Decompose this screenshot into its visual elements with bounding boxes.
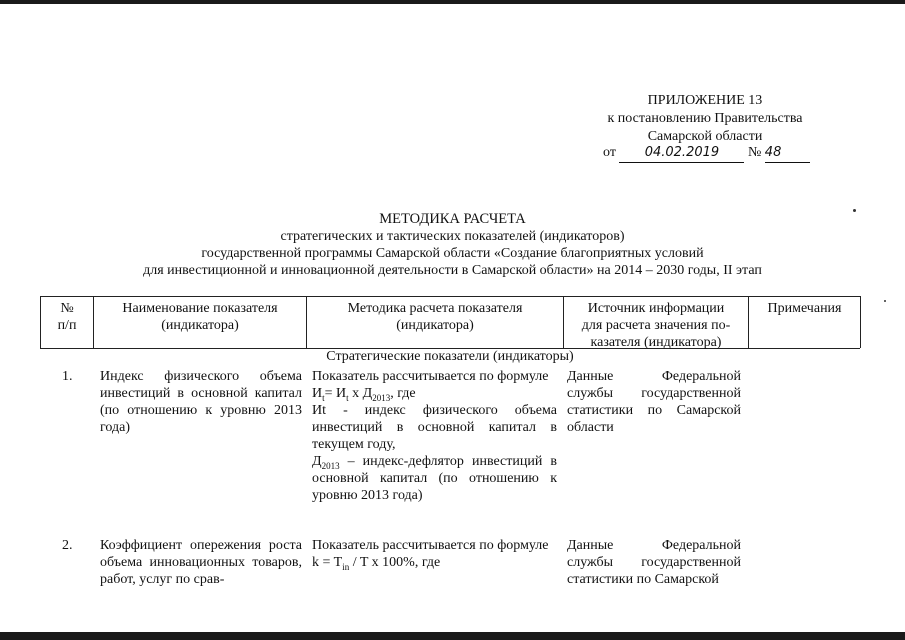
method-intro: Показатель рассчитывается по формуле (312, 369, 549, 384)
title-line-3: государственной программы Самарской области «Создание благоприятных условий (201, 246, 704, 261)
method-definition: Иt - индекс физического объема инвестиций в основной капитал в текущем году, (312, 403, 557, 452)
table-border (860, 296, 861, 348)
row-number: 1. (62, 369, 73, 384)
column-header-source: Источник информации для расчета значения по- казателя (индикатора) (581, 301, 731, 350)
column-header-notes: Примечания (767, 301, 842, 316)
method-formula: $k = T_{in} / T$ x 100%, где (312, 555, 441, 572)
section-title: Стратегические показатели (индикаторы) (326, 349, 574, 364)
table-top-border (40, 296, 860, 297)
title-line-4: для инвестиционной и инновационной деятельности в Самарской области» на 2014 – 2030 годы, II этап (143, 263, 762, 278)
handwritten-number: 48 (765, 144, 810, 163)
handwritten-date: 04.02.2019 (619, 144, 744, 163)
data-source: Данные Федеральной службы государственной статистики по Самарской области (567, 369, 741, 435)
row-number: 2. (62, 538, 73, 553)
method-formula: $И_t= И_t$ x $Д_{2013}$, где (312, 386, 416, 403)
from-label: от (603, 145, 616, 160)
column-header-name: Наименование показателя (индикатора) (122, 301, 278, 333)
scan-edge-top (0, 0, 905, 4)
scan-edge-bottom (0, 632, 905, 640)
appendix-block (560, 92, 850, 146)
calculation-method (312, 537, 557, 571)
data-source: Данные Федеральной службы государственной статистики по Самарской (567, 538, 741, 587)
calculation-method (312, 368, 557, 504)
indicator-name: Коэффициент опережения роста объема инновационных товаров, работ, услуг по срав- (100, 538, 302, 587)
method-intro: Показатель рассчитывается по формуле (312, 538, 549, 553)
order-line (603, 144, 810, 163)
indicator-name: Индекс физического объема инвестиций в основной капитал (по отношению к уровню 2013 года) (100, 369, 302, 435)
title-line-2: стратегических и тактических показателей (индикаторов) (280, 229, 625, 244)
column-header-method: Методика расчета показателя (индикатора) (347, 301, 523, 333)
title-main: МЕТОДИКА РАСЧЕТА (379, 211, 526, 227)
scan-speck (884, 300, 886, 302)
document-title (30, 211, 875, 279)
number-label: № (747, 145, 762, 160)
column-header-number: № п/п (57, 301, 77, 333)
appendix-title: ПРИЛОЖЕНИЕ 13 (647, 93, 763, 108)
appendix-resolution: к постановлению Правительства (607, 111, 803, 126)
method-definition: $Д_{2013}$ – индекс-дефлятор инвестиций в основной капитал (по отношению к уровню 2013 года) (312, 454, 557, 503)
appendix-region: Самарской области (647, 129, 763, 144)
